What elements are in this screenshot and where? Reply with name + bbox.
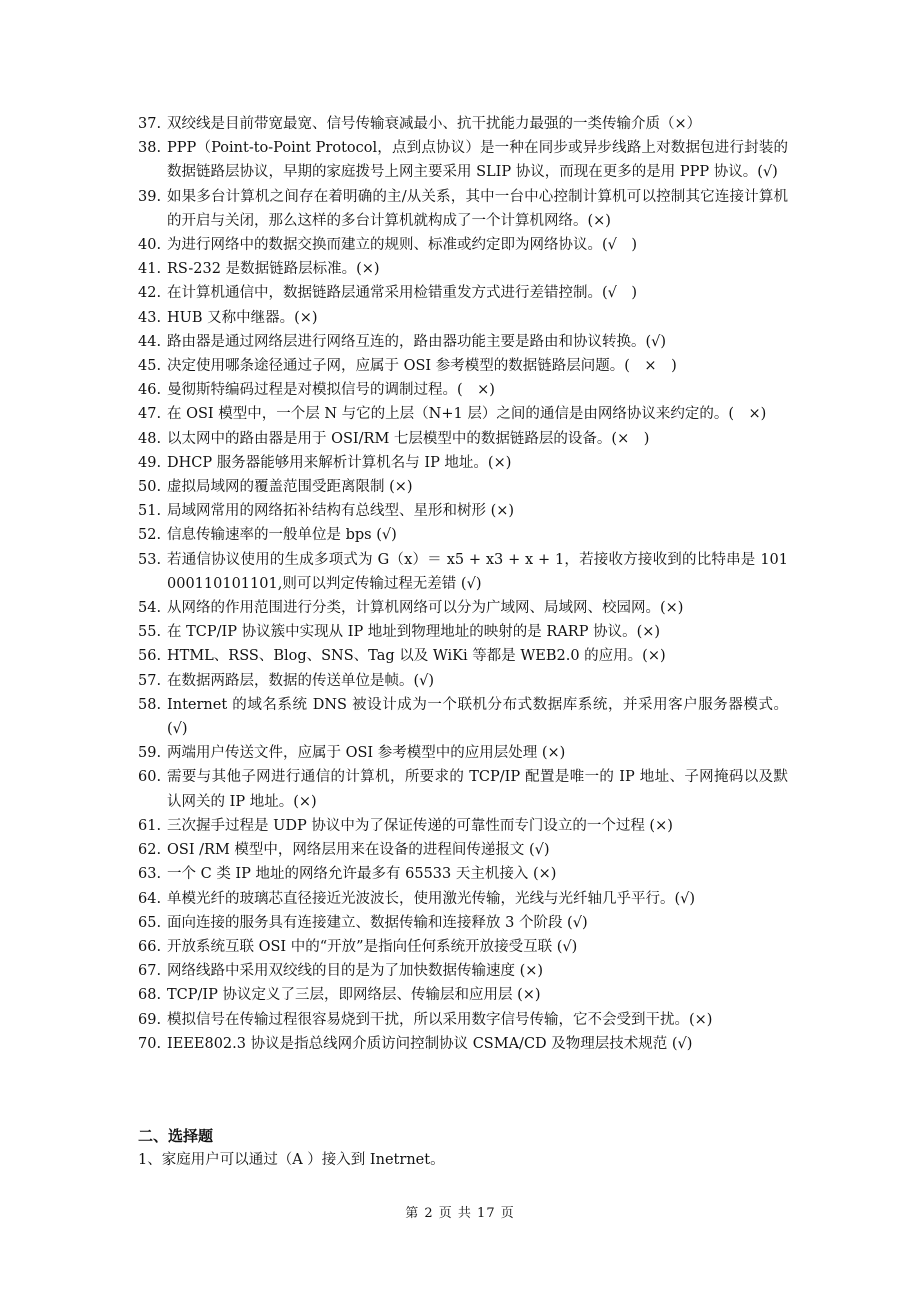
question-text: RS-232 是数据链路层标准。(×) xyxy=(167,261,380,278)
question-item xyxy=(138,402,788,426)
question-number: 67. xyxy=(138,963,162,980)
question-text: 三次握手过程是 UDP 协议中为了保证传递的可靠性而专门设立的一个过程 (×) xyxy=(167,817,673,834)
question-text: 信息传输速率的一般单位是 bps (√) xyxy=(167,527,397,544)
question-text: 在计算机通信中，数据链路层通常采用检错重发方式进行差错控制。(√ ) xyxy=(167,285,638,302)
question-number: 50. xyxy=(138,479,162,496)
question-number: 52. xyxy=(138,527,162,544)
question-text: 从网络的作用范围进行分类，计算机网络可以分为广域网、局域网、校园网。(×) xyxy=(167,600,684,617)
question-text: 面向连接的服务具有连接建立、数据传输和连接释放 3 个阶段 (√) xyxy=(167,914,588,931)
question-item xyxy=(138,451,788,475)
question-number: 39. xyxy=(138,188,162,205)
section-title: 二、选择题 xyxy=(138,1127,214,1145)
question-text: 若通信协议使用的生成多项式为 G（x）＝ x5 + x3 + x + 1，若接收方接收到的比特串是 101000110101101,则可以判定传输过程无差错 (√) xyxy=(167,551,788,592)
question-item xyxy=(138,378,788,402)
question-number: 58. xyxy=(138,696,162,713)
question-number: 63. xyxy=(138,866,162,883)
question-text: TCP/IP 协议定义了三层，即网络层、传输层和应用层 (×) xyxy=(167,987,541,1004)
question-item xyxy=(138,741,788,765)
question-number: 56. xyxy=(138,648,162,665)
question-number: 42. xyxy=(138,285,162,302)
question-text: 为进行网络中的数据交换而建立的规则、标准或约定即为网络协议。(√ ) xyxy=(167,237,638,254)
question-number: 38. xyxy=(138,140,162,157)
question-text: 决定使用哪条途径通过子网，应属于 OSI 参考模型的数据链路层问题。( × ) xyxy=(167,358,677,375)
question-item xyxy=(138,257,788,281)
question-number: 37. xyxy=(138,116,162,132)
question-number: 40. xyxy=(138,237,162,254)
question-item xyxy=(138,499,788,523)
question-number: 44. xyxy=(138,333,162,350)
question-number: 54. xyxy=(138,600,162,617)
question-text: Internet 的域名系统 DNS 被设计成为一个联机分布式数据库系统，并采用客户服务器模式。(√) xyxy=(167,696,788,738)
question-item xyxy=(138,1008,788,1032)
question-item xyxy=(138,644,788,668)
question-item xyxy=(138,887,788,911)
question-number: 68. xyxy=(138,987,162,1004)
question-number: 69. xyxy=(138,1011,162,1028)
question-text: 虚拟局域网的覆盖范围受距离限制 (×) xyxy=(167,479,413,496)
question-number: 47. xyxy=(138,406,162,423)
question-item xyxy=(138,427,788,451)
question-text: DHCP 服务器能够用来解析计算机名与 IP 地址。(×) xyxy=(167,454,512,471)
question-text: 在 OSI 模型中，一个层 N 与它的上层（N+1 层）之间的通信是由网络协议来约定的。( ×) xyxy=(167,406,767,423)
question-number: 66. xyxy=(138,938,162,955)
question-item xyxy=(138,523,788,547)
question-text: 在 TCP/IP 协议簇中实现从 IP 地址到物理地址的映射的是 RARP 协议。(×) xyxy=(167,624,661,641)
question-text: IEEE802.3 协议是指总线网介质访问控制协议 CSMA/CD 及物理层技术规范 (√) xyxy=(167,1035,693,1052)
question-text: OSI /RM 模型中，网络层用来在设备的进程间传递报文 (√) xyxy=(167,842,550,859)
question-item xyxy=(138,814,788,838)
question-number: 49. xyxy=(138,454,162,471)
question-text: 路由器是通过网络层进行网络互连的，路由器功能主要是路由和协议转换。(√) xyxy=(167,333,667,350)
question-text: 如果多台计算机之间存在着明确的主/从关系，其中一台中心控制计算机可以控制其它连接计算机的开启与关闭，那么这样的多台计算机就构成了一个计算机网络。(×) xyxy=(167,188,788,229)
question-number: 46. xyxy=(138,382,162,399)
page-footer: 第 2 页 共 17 页 xyxy=(405,1206,515,1221)
question-text: HUB 又称中继器。(×) xyxy=(167,309,318,326)
question-item xyxy=(138,306,788,330)
question-item xyxy=(138,1032,788,1056)
question-text: HTML、RSS、Blog、SNS、Tag 以及 WiKi 等都是 WEB2.0 的应用。(×) xyxy=(167,648,666,665)
question-number: 48. xyxy=(138,430,162,447)
question-number: 55. xyxy=(138,624,162,641)
question-number: 61. xyxy=(138,817,162,834)
question-text: 一个 C 类 IP 地址的网络允许最多有 65533 天主机接入 (×) xyxy=(167,866,557,883)
question-text: 单模光纤的玻璃芯直径接近光波波长，使用激光传输，光线与光纤轴几乎平行。(√) xyxy=(167,890,696,907)
question-number: 53. xyxy=(138,551,162,568)
question-item xyxy=(138,233,788,257)
question-number: 60. xyxy=(138,769,162,786)
question-item xyxy=(138,669,788,693)
question-item xyxy=(138,959,788,983)
question-number: 70. xyxy=(138,1035,162,1052)
question-item xyxy=(138,693,788,741)
question-text: 曼彻斯特编码过程是对模拟信号的调制过程。( ×) xyxy=(167,382,495,399)
question-item xyxy=(138,354,788,378)
choice-question-1: 1、家庭用户可以通过（A ）接入到 Inetrnet。 xyxy=(138,1152,445,1168)
question-item xyxy=(138,765,788,813)
question-item xyxy=(138,281,788,305)
question-item xyxy=(138,596,788,620)
question-text: 以太网中的路由器是用于 OSI/RM 七层模型中的数据链路层的设备。(× ) xyxy=(167,430,650,447)
true-false-question-list xyxy=(138,112,788,1056)
question-item xyxy=(138,911,788,935)
question-item xyxy=(138,185,788,233)
question-item xyxy=(138,838,788,862)
question-item xyxy=(138,548,788,596)
question-number: 51. xyxy=(138,503,162,520)
question-number: 43. xyxy=(138,309,162,326)
question-item xyxy=(138,862,788,886)
question-number: 59. xyxy=(138,745,162,762)
question-number: 62. xyxy=(138,842,162,859)
question-text: 需要与其他子网进行通信的计算机，所要求的 TCP/IP 配置是唯一的 IP 地址、子网掩码以及默认网关的 IP 地址。(×) xyxy=(167,769,788,810)
question-item xyxy=(138,935,788,959)
question-number: 45. xyxy=(138,358,162,375)
question-item xyxy=(138,983,788,1007)
question-item xyxy=(138,475,788,499)
question-number: 65. xyxy=(138,914,162,931)
question-number: 57. xyxy=(138,672,162,689)
question-item xyxy=(138,112,788,136)
question-number: 41. xyxy=(138,261,162,278)
question-text: PPP（Point-to-Point Protocol，点到点协议）是一种在同步或异步线路上对数据包进行封装的数据链路层协议，早期的家庭拨号上网主要采用 SLIP 协议，而现在更多的是用 PPP 协议。(√) xyxy=(167,140,788,181)
question-text: 模拟信号在传输过程很容易烧到干扰，所以采用数字信号传输，它不会受到干扰。(×) xyxy=(167,1011,713,1028)
question-item xyxy=(138,620,788,644)
question-item xyxy=(138,330,788,354)
question-text: 在数据两路层，数据的传送单位是帧。(√) xyxy=(167,672,435,689)
question-text: 两端用户传送文件，应属于 OSI 参考模型中的应用层处理 (×) xyxy=(167,745,566,762)
question-number: 64. xyxy=(138,890,162,907)
question-text: 双绞线是目前带宽最宽、信号传输衰减最小、抗干扰能力最强的一类传输介质（×） xyxy=(167,116,702,132)
question-text: 开放系统互联 OSI 中的“开放”是指向任何系统开放接受互联 (√) xyxy=(167,938,578,955)
question-item xyxy=(138,136,788,184)
question-text: 局域网常用的网络拓补结构有总线型、星形和树形 (×) xyxy=(167,503,515,520)
question-text: 网络线路中采用双绞线的目的是为了加快数据传输速度 (×) xyxy=(167,963,544,980)
